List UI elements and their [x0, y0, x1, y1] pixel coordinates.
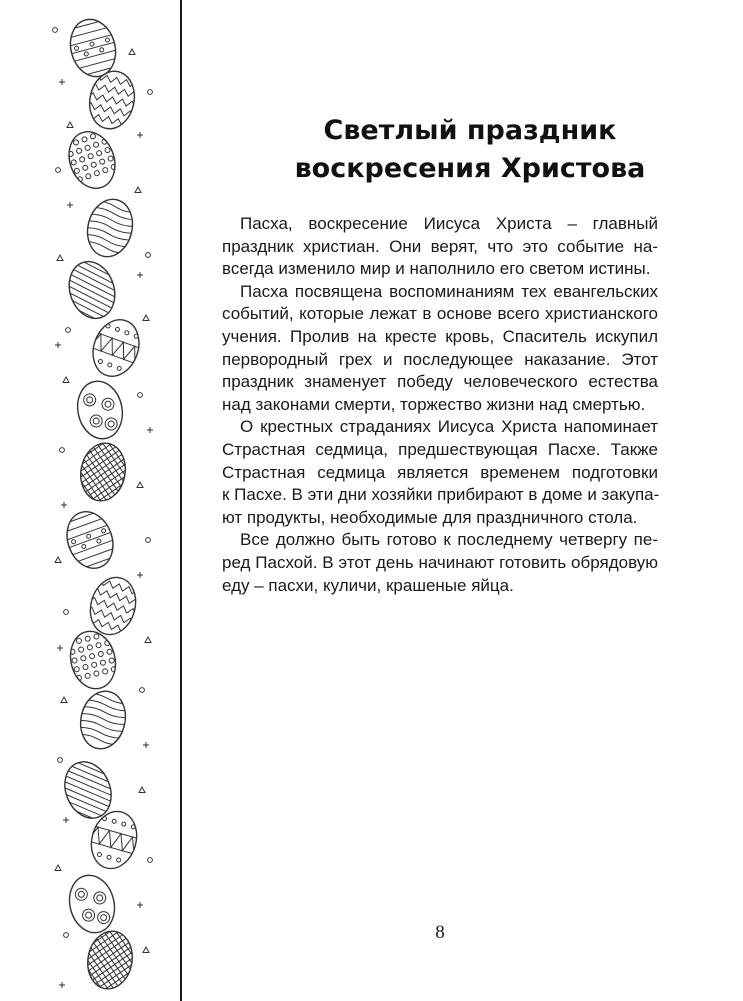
dot-ornament [56, 168, 61, 173]
text-line: учения. Пролив на кресте кровь, Спаситель искупил [222, 326, 658, 346]
plus-ornament [55, 342, 61, 348]
egg-icon-diagonal [3, 734, 170, 848]
text-line: Все должно быть готово к последнему четвергу пе- [240, 530, 658, 550]
plus-ornament [63, 817, 69, 823]
dot-ornament [148, 90, 153, 95]
triangle-ornament [61, 697, 67, 703]
triangle-ornament [139, 787, 145, 793]
triangle-ornament [129, 49, 135, 55]
dot-ornament [53, 28, 58, 33]
text-line: первородный грех и последующее наказание. Этот [222, 349, 658, 369]
text-line: О крестных страданиях Иисуса Христа напоминает [240, 417, 658, 437]
egg-icon-zigzag [81, 571, 145, 641]
egg-icon-waves [79, 194, 142, 262]
title-line-2: воскресения Христова [294, 153, 646, 184]
page-number: 8 [435, 922, 445, 943]
text-line: всегда изменило мир и наполнило его светом истины. [222, 259, 651, 279]
plus-ornament [59, 79, 65, 85]
text-line: праздник знаменует победу человеческого естества [222, 372, 658, 392]
egg-icon-dots [61, 125, 122, 195]
text-line: ют продукты, необходимые для праздничного стола. [222, 507, 638, 527]
egg-icon-spirals [64, 871, 121, 938]
egg-icon-triangles [82, 805, 146, 875]
egg-icon-stripes [57, 504, 124, 576]
plus-ornament [137, 132, 143, 138]
text-line: над законами смерти, торжество жизни над смертью. [222, 394, 646, 414]
egg-icon-waves [73, 686, 134, 753]
page-title [230, 112, 710, 188]
triangle-ornament [67, 122, 73, 128]
text-line: Пасха посвящена воспоминаниям тех евангельских [240, 281, 658, 301]
egg-icon-lattice [36, 918, 180, 1001]
dot-ornament [64, 933, 69, 938]
dot-ornament [58, 758, 63, 763]
dot-ornament [148, 858, 153, 863]
dot-ornament [60, 448, 65, 453]
dot-ornament [66, 328, 71, 333]
dot-ornament [138, 393, 143, 398]
plus-ornament [147, 427, 153, 433]
triangle-ornament [55, 865, 61, 871]
text-line: еду – пасхи, куличи, крашеные яйца. [222, 575, 514, 595]
egg-icon-triangles [83, 312, 150, 384]
text-line: событий, которые лежат в основе всего христианского [222, 304, 658, 324]
dot-ornament [64, 610, 69, 615]
text-line: Пасха, воскресение Иисуса Христа – главный [240, 214, 658, 233]
dot-ornament [146, 253, 151, 258]
triangle-ornament [63, 377, 69, 383]
egg-icon-diagonal [7, 238, 174, 343]
triangle-ornament [137, 482, 143, 488]
egg-border-svg [0, 0, 180, 1001]
triangle-ornament [145, 637, 151, 643]
plus-ornament [57, 645, 63, 651]
egg-icon-spirals [72, 377, 127, 443]
easter-egg-border [0, 0, 180, 1001]
text-line: Страстная седмица, предшествующая Пасхе. Также [222, 439, 658, 459]
text-line: праздник христиан. Они верят, что это событие на- [222, 236, 658, 256]
dot-ornament [140, 688, 145, 693]
triangle-ornament [135, 187, 141, 193]
text-line: к Пасхе. В эти дни хозяйки прибирают в доме и закупа- [222, 485, 660, 505]
plus-ornament [59, 982, 65, 988]
text-line: Страстная седмица является временем подготовки [222, 462, 658, 482]
triangle-ornament [55, 557, 61, 563]
egg-icon-stripes [61, 14, 124, 83]
body-text [222, 213, 658, 597]
plus-ornament [61, 502, 67, 508]
egg-icon-lattice [29, 430, 174, 513]
plus-ornament [67, 202, 73, 208]
triangle-ornament [143, 315, 149, 321]
plus-ornament [137, 902, 143, 908]
plus-ornament [137, 272, 143, 278]
plus-ornament [143, 742, 149, 748]
triangle-ornament [143, 947, 149, 953]
egg-icon-dots [65, 627, 122, 694]
plus-ornament [137, 572, 143, 578]
triangle-ornament [57, 255, 63, 261]
dot-ornament [146, 538, 151, 543]
vertical-divider [180, 0, 182, 1001]
text-line: ред Пасхой. В этот день начинают готовить обрядовую [222, 552, 658, 572]
title-line-1: Светлый праздник [323, 115, 617, 146]
